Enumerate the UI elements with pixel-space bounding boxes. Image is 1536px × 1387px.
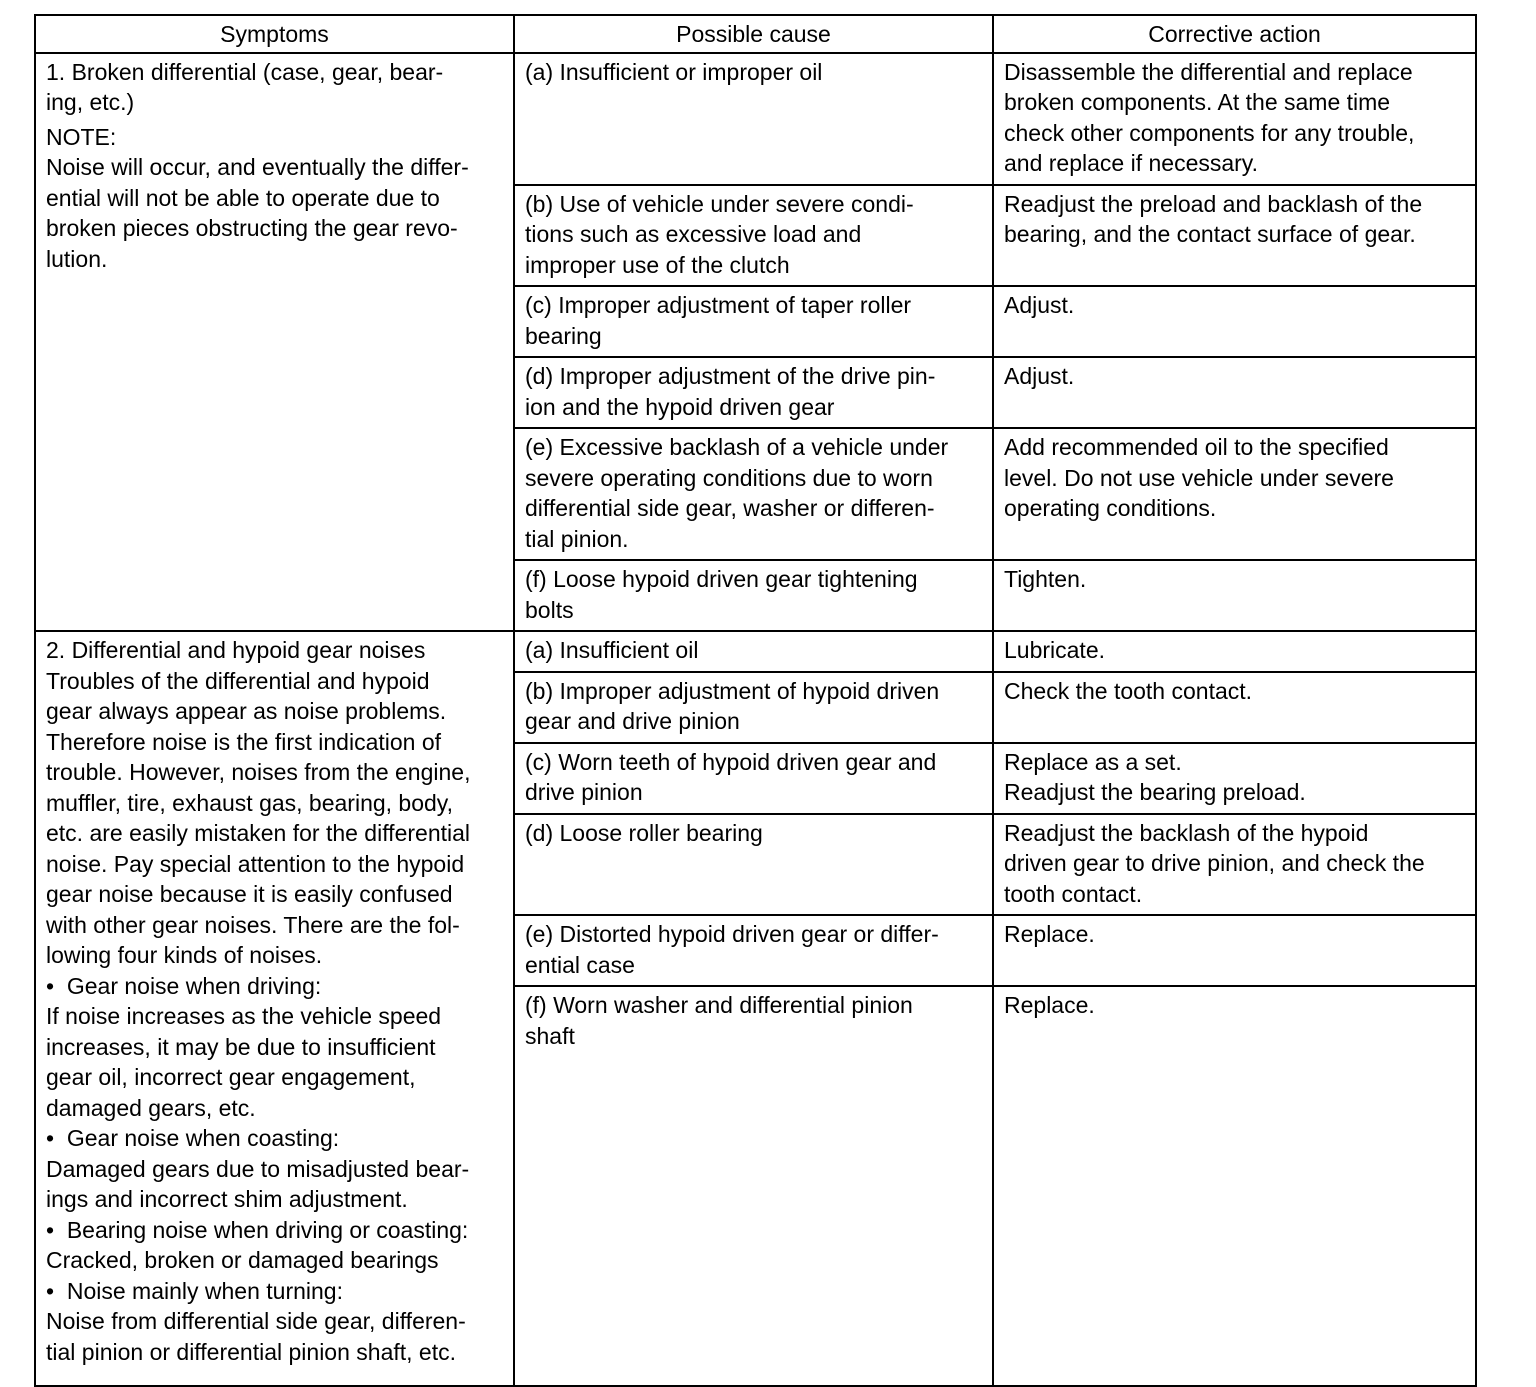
bullet-line: Damaged gears due to misadjusted bear- [46,1155,470,1182]
bullet-line: damaged gears, etc. [46,1094,256,1121]
cause-line: (f) Loose hypoid driven gear tightening [525,566,918,592]
header-symptoms: Symptoms [35,15,514,53]
cause-line: (b) Use of vehicle under severe condi- [525,190,914,217]
action-line: Replace. [1004,992,1095,1018]
cause-cell [514,814,993,916]
action-cell [993,560,1476,631]
header-possible-cause: Possible cause [514,15,993,53]
cause-cell [514,986,993,1386]
action-line: driven gear to drive pinion, and check the [1004,850,1425,876]
action-cell [993,357,1476,428]
note-line: Noise will occur, and eventually the differ- [46,154,469,180]
action-line: Adjust. [1004,363,1075,389]
symptom-line: muffler, tire, exhaust gas, bearing, body, [46,789,453,816]
action-line: Replace. [1004,921,1095,947]
header-row [35,15,1476,53]
action-line: Add recommended oil to the specified [1004,434,1389,460]
action-line: bearing, and the contact surface of gear. [1004,221,1416,247]
action-line: broken components. At the same time [1004,89,1391,115]
cause-line: shaft [525,1022,575,1049]
action-cell [993,915,1476,986]
cause-line: (e) Distorted hypoid driven gear or differ- [525,921,939,947]
action-cell [993,428,1476,560]
symptom-line: Therefore noise is the first indication of [46,728,442,755]
action-line: Readjust the bearing preload. [1004,779,1306,805]
bullet-title: • Gear noise when coasting: [46,1123,503,1154]
cause-line: (f) Worn washer and differential pinion [525,992,913,1018]
action-cell [993,672,1476,743]
action-cell [993,986,1476,1386]
symptom-line: gear always appear as noise problems. [46,698,447,724]
symptom-title-line: ing, etc.) [46,89,135,115]
symptom-line: etc. are easily mistaken for the differential [46,820,471,846]
action-cell [993,631,1476,672]
bullet-line: ings and incorrect shim adjustment. [46,1186,408,1212]
note-label: NOTE: [46,123,117,150]
symptom-line: 2. Differential and hypoid gear noises [46,637,426,663]
bullet-line: increases, it may be due to insufficient [46,1033,436,1060]
action-line: check other components for any trouble, [1004,119,1415,146]
symptom-line: with other gear noises. There are the fol- [46,911,460,938]
bullet-line: Cracked, broken or damaged bearings [46,1247,439,1273]
action-line: Adjust. [1004,292,1075,318]
action-cell [993,53,1476,185]
action-line: tooth contact. [1004,880,1143,907]
cause-cell [514,185,993,287]
action-cell [993,743,1476,814]
cause-line: (e) Excessive backlash of a vehicle under [525,434,949,460]
note-line: lution. [46,245,108,272]
cause-line: severe operating conditions due to worn [525,464,933,491]
cause-cell [514,672,993,743]
symptom-line: trouble. However, noises from the engine, [46,759,471,785]
symptom-cell-gear-noises [35,631,514,1386]
note-line: broken pieces obstructing the gear revo- [46,215,458,241]
symptom-title-line: 1. Broken differential (case, gear, bear- [46,58,444,85]
cause-cell [514,357,993,428]
action-line: Readjust the backlash of the hypoid [1004,819,1369,846]
action-line: Tighten. [1004,566,1087,592]
cause-line: (c) Worn teeth of hypoid driven gear and [525,748,937,775]
cause-line: bearing [525,322,602,349]
bullet-line: tial pinion or differential pinion shaft, etc. [46,1338,456,1365]
action-cell [993,286,1476,357]
cause-cell [514,428,993,560]
symptom-line: lowing four kinds of noises. [46,942,323,968]
action-line: operating conditions. [1004,495,1217,521]
bullet-line: Noise from differential side gear, differen- [46,1308,466,1334]
symptom-line: Troubles of the differential and hypoid [46,667,430,694]
cause-line: ential case [525,951,635,978]
bullet-title: • Noise mainly when turning: [46,1276,503,1307]
action-line: Check the tooth contact. [1004,677,1253,704]
cause-line: (b) Improper adjustment of hypoid driven [525,677,940,704]
header-corrective-action: Corrective action [993,15,1476,53]
cause-cell [514,560,993,631]
action-cell [993,814,1476,916]
symptom-line: noise. Pay special attention to the hypoid [46,850,465,877]
bullet-title: • Gear noise when driving: [46,971,503,1002]
action-line: level. Do not use vehicle under severe [1004,464,1394,491]
cause-line: tions such as excessive load and [525,221,862,247]
cause-line: (a) Insufficient oil [525,637,699,663]
table-row [35,53,1476,185]
bullet-title: • Bearing noise when driving or coasting: [46,1215,503,1246]
cause-line: tial pinion. [525,525,629,552]
table-row [35,631,1476,672]
action-cell [993,185,1476,287]
cause-line: (d) Improper adjustment of the drive pin- [525,363,936,389]
cause-line: bolts [525,596,574,623]
cause-line: ion and the hypoid driven gear [525,393,835,420]
cause-cell [514,743,993,814]
cause-line: (c) Improper adjustment of taper roller [525,292,912,318]
cause-line: drive pinion [525,779,643,805]
bullet-line: If noise increases as the vehicle speed [46,1003,442,1029]
cause-cell [514,915,993,986]
cause-cell [514,631,993,672]
cause-line: improper use of the clutch [525,251,790,278]
cause-cell [514,53,993,185]
action-line: and replace if necessary. [1004,150,1258,176]
symptom-line: gear noise because it is easily confused [46,881,453,907]
cause-line: gear and drive pinion [525,708,740,734]
cause-line: (a) Insufficient or improper oil [525,58,823,85]
cause-cell [514,286,993,357]
troubleshooting-table [34,14,1477,1387]
cause-line: (d) Loose roller bearing [525,819,763,846]
action-line: Replace as a set. [1004,748,1182,775]
cause-line: differential side gear, washer or differen- [525,495,935,521]
bullet-line: gear oil, incorrect gear engagement, [46,1064,416,1090]
action-line: Disassemble the differential and replace [1004,58,1413,85]
action-line: Lubricate. [1004,637,1106,663]
note-line: ential will not be able to operate due to [46,184,440,211]
action-line: Readjust the preload and backlash of the [1004,190,1423,217]
symptom-cell-broken-differential [35,53,514,632]
